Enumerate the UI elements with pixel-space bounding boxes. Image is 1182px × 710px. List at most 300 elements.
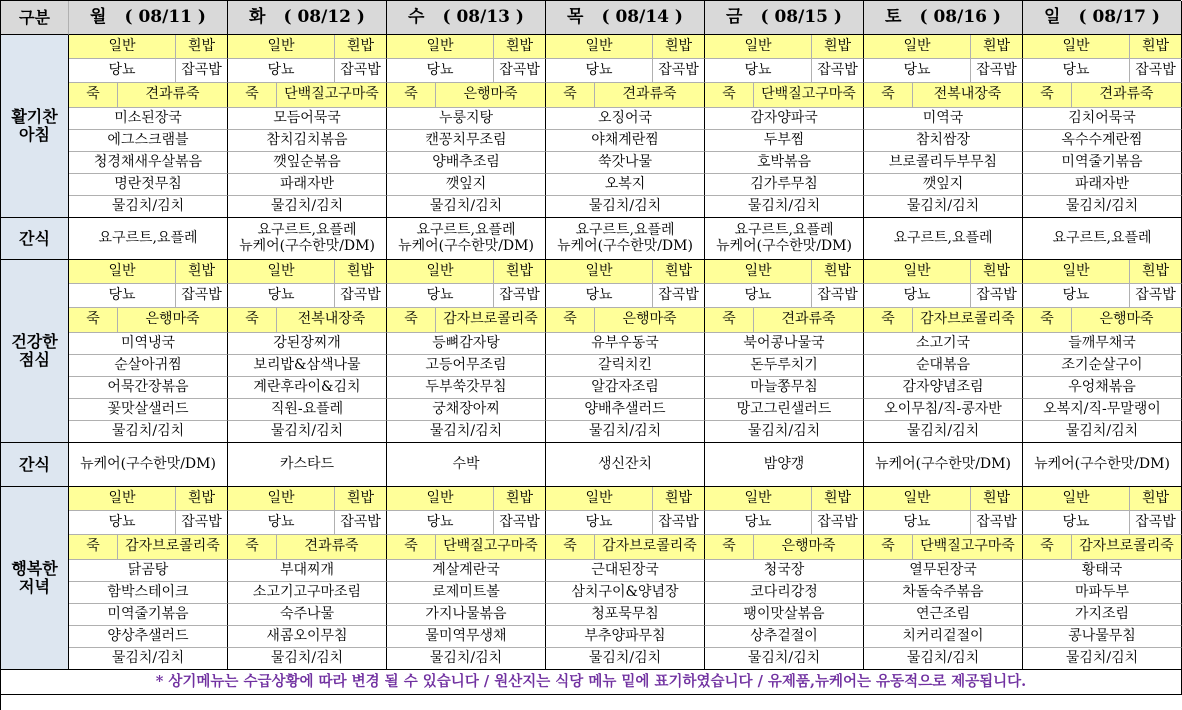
porridge-type: 견과류죽 <box>1099 86 1154 103</box>
rice-white-label <box>176 487 228 511</box>
dish-item-text: 미역줄기볶음 <box>1061 153 1143 170</box>
rice-general-label <box>864 260 971 284</box>
porridge-label: 죽 <box>546 308 595 332</box>
porridge-row <box>1023 308 1182 333</box>
dish-item <box>546 604 705 626</box>
dish-item <box>387 648 546 670</box>
rice-general-label-text: 일반 <box>108 262 136 279</box>
dish-item-text: 쑥갓나물 <box>597 153 653 170</box>
dish-item-text: 양배추조림 <box>432 153 500 170</box>
rice-diabetic-label <box>1023 284 1130 308</box>
dish-item <box>546 174 705 196</box>
rice-multigrain-label <box>653 59 705 83</box>
porridge-label: 죽 <box>705 83 754 107</box>
porridge-row <box>69 535 228 560</box>
snack-item-line-0: 요구르트,요플레 <box>734 222 834 239</box>
rice-general-label <box>387 35 494 59</box>
rice-diabetic-label <box>546 284 653 308</box>
dish-item <box>1023 152 1182 174</box>
dish-item <box>1023 130 1182 152</box>
rice-general-label <box>546 35 653 59</box>
dish-item-text: 함박스테이크 <box>107 583 189 600</box>
rice-general-label-text: 일반 <box>744 37 772 54</box>
rice-general-label <box>69 487 176 511</box>
rice-multigrain-label-text: 잡곡밥 <box>976 513 1017 530</box>
dish-item-text: 오복지 <box>604 175 646 192</box>
dish-item <box>705 196 864 218</box>
dish-item-text: 망고그린샐러드 <box>736 400 832 417</box>
dish-item-text: 물김치/김치 <box>906 649 980 666</box>
rice-diabetic-label <box>546 511 653 535</box>
dish-item-text: 물김치/김치 <box>270 649 344 666</box>
porridge-label: 죽 <box>387 83 436 107</box>
snack-item-line-0: 요구르트,요플레 <box>893 229 993 246</box>
rice-multigrain-label <box>176 284 228 308</box>
rice-diabetic-label <box>69 511 176 535</box>
rice-white-label <box>653 35 705 59</box>
dish-item-text: 팽이맛살볶음 <box>743 605 825 622</box>
dish-item-text: 파래자반 <box>279 175 335 192</box>
meal-section-label <box>1 35 69 218</box>
rice-white-label <box>1130 487 1182 511</box>
snack-item <box>387 443 546 487</box>
porridge-type: 단백질고구마죽 <box>761 86 856 103</box>
dish-item <box>228 196 387 218</box>
dish-item <box>864 130 1023 152</box>
rice-diabetic-label-text: 당뇨 <box>267 286 295 303</box>
porridge-row <box>228 308 387 333</box>
snack-item <box>387 218 546 260</box>
rice-white-label-text: 흰밥 <box>823 262 852 279</box>
dish-item <box>69 399 228 421</box>
meal-section-label <box>1 260 69 443</box>
header-corner <box>1 1 69 35</box>
rice-general-label <box>387 487 494 511</box>
dish-item-text: 두부쑥갓무침 <box>425 378 507 395</box>
dish-item-text: 물김치/김치 <box>588 197 662 214</box>
rice-white-label-text: 흰밥 <box>187 489 216 506</box>
dish-item <box>705 399 864 421</box>
dish-item-text: 유부우동국 <box>591 334 659 351</box>
rice-general-label-text: 일반 <box>426 37 454 54</box>
dish-item-text: 삼치구이&양념장 <box>571 583 679 600</box>
rice-diabetic-label-text: 당뇨 <box>1062 286 1090 303</box>
dish-item <box>228 560 387 582</box>
dish-item <box>228 626 387 648</box>
dish-item-text: 물김치/김치 <box>111 197 185 214</box>
dish-item-text: 꽃맛살샐러드 <box>107 400 189 417</box>
rice-white-label-text: 흰밥 <box>1141 37 1170 54</box>
dish-item <box>864 196 1023 218</box>
porridge-type: 은행마죽 <box>622 311 677 328</box>
rice-diabetic-label-text: 당뇨 <box>585 513 613 530</box>
dish-item-text: 물김치/김치 <box>111 649 185 666</box>
dish-item <box>1023 355 1182 377</box>
snack-item-line-0: 요구르트,요플레 <box>1052 229 1152 246</box>
rice-multigrain-label <box>971 59 1023 83</box>
rice-white-label <box>494 260 546 284</box>
rice-general-label-text: 일반 <box>267 262 295 279</box>
rice-white-label-text: 흰밥 <box>505 37 534 54</box>
day-header-line-0: 월 <box>90 7 107 28</box>
porridge-row <box>864 83 1023 108</box>
meal-section-label-word: 아침 <box>19 125 50 144</box>
rice-general-label <box>705 35 812 59</box>
dish-item-text: 야채계란찜 <box>591 131 659 148</box>
rice-diabetic-label <box>69 59 176 83</box>
rice-white-label <box>653 260 705 284</box>
rice-multigrain-label <box>1130 59 1182 83</box>
dish-item <box>1023 582 1182 604</box>
dish-item <box>1023 626 1182 648</box>
dish-item-text: 등뼈감자탕 <box>432 334 500 351</box>
rice-white-label-text: 흰밥 <box>664 37 693 54</box>
dish-item <box>228 377 387 399</box>
rice-multigrain-label-text: 잡곡밥 <box>499 286 540 303</box>
dish-item <box>705 560 864 582</box>
rice-diabetic-label-text: 당뇨 <box>426 513 454 530</box>
snack-section-label-text: 간식 <box>19 228 50 248</box>
rice-multigrain-label-text: 잡곡밥 <box>181 286 222 303</box>
dish-item <box>546 399 705 421</box>
rice-diabetic-label <box>69 284 176 308</box>
rice-diabetic-label <box>387 511 494 535</box>
dish-item <box>387 130 546 152</box>
rice-diabetic-label-text: 당뇨 <box>744 513 772 530</box>
dish-item <box>387 399 546 421</box>
dish-item <box>1023 333 1182 355</box>
porridge-row <box>69 308 228 333</box>
dish-item <box>705 152 864 174</box>
dish-item-text: 물김치/김치 <box>1065 197 1139 214</box>
dish-item <box>387 421 546 443</box>
rice-white-label <box>1130 35 1182 59</box>
rice-general-label-text: 일반 <box>1062 262 1090 279</box>
dish-item <box>705 174 864 196</box>
dish-item-text: 조기순살구이 <box>1061 356 1143 373</box>
dish-item <box>864 582 1023 604</box>
day-header-line-1: ( 08/17 ) <box>1078 7 1160 28</box>
dish-item <box>546 355 705 377</box>
porridge-type: 감자브로콜리죽 <box>602 538 697 555</box>
rice-general-label-text: 일반 <box>903 37 931 54</box>
dish-item <box>69 626 228 648</box>
porridge-label: 죽 <box>228 535 277 559</box>
footer-note <box>1 670 1182 695</box>
dish-item <box>546 648 705 670</box>
porridge-type: 은행마죽 <box>781 538 836 555</box>
porridge-row <box>387 308 546 333</box>
rice-white-label <box>971 487 1023 511</box>
snack-item-line-0: 생신잔치 <box>597 455 653 472</box>
snack-section-label <box>1 218 69 260</box>
dish-item-text: 깻잎지 <box>922 175 964 192</box>
rice-diabetic-label-text: 당뇨 <box>903 61 931 78</box>
dish-item-text: 보리밥&삼색나물 <box>253 356 361 373</box>
dish-item <box>864 648 1023 670</box>
rice-multigrain-label <box>494 59 546 83</box>
porridge-type: 견과류죽 <box>622 86 677 103</box>
dish-item-text: 연근조림 <box>915 605 971 622</box>
dish-item <box>705 648 864 670</box>
porridge-type: 감자브로콜리죽 <box>1079 538 1174 555</box>
dish-item-text: 콩나물무침 <box>1068 627 1136 644</box>
day-header-line-0: 수 <box>408 7 425 28</box>
porridge-label: 죽 <box>546 83 595 107</box>
rice-general-label <box>1023 487 1130 511</box>
dish-item-text: 깻잎순볶음 <box>273 153 341 170</box>
rice-white-label-text: 흰밥 <box>823 37 852 54</box>
porridge-type: 은행마죽 <box>145 311 200 328</box>
dish-item-text: 직원-요플레 <box>270 400 344 417</box>
dish-item-text: 물김치/김치 <box>588 649 662 666</box>
day-header-line-1: ( 08/15 ) <box>760 7 842 28</box>
dish-item <box>387 582 546 604</box>
dish-item-text: 마늘쫑무침 <box>750 378 818 395</box>
dish-item-text: 양상추샐러드 <box>107 627 189 644</box>
rice-general-label-text: 일반 <box>426 262 454 279</box>
dish-item <box>69 130 228 152</box>
rice-white-label <box>971 260 1023 284</box>
rice-diabetic-label-text: 당뇨 <box>744 61 772 78</box>
rice-multigrain-label <box>1130 284 1182 308</box>
dish-item-text: 물김치/김치 <box>429 422 503 439</box>
rice-multigrain-label-text: 잡곡밥 <box>181 61 222 78</box>
dish-item-text: 물김치/김치 <box>111 422 185 439</box>
dish-item-text: 계란후라이&김치 <box>253 378 361 395</box>
porridge-row <box>705 308 864 333</box>
day-header <box>1023 1 1182 35</box>
dish-item <box>1023 108 1182 130</box>
porridge-row <box>546 535 705 560</box>
dish-item-text: 부추양파무침 <box>584 627 666 644</box>
rice-diabetic-label-text: 당뇨 <box>108 286 136 303</box>
dish-item-text: 청경채새우살볶음 <box>93 153 203 170</box>
porridge-row <box>705 83 864 108</box>
snack-item-line-1: 뉴케어(구수한맛/DM) <box>716 237 852 254</box>
dish-item <box>387 196 546 218</box>
dish-item <box>387 377 546 399</box>
snack-item <box>546 443 705 487</box>
dish-item <box>228 421 387 443</box>
rice-white-label-text: 흰밥 <box>982 37 1011 54</box>
porridge-label: 죽 <box>705 535 754 559</box>
dish-item <box>546 130 705 152</box>
dish-item <box>387 604 546 626</box>
dish-item-text: 알감자조림 <box>591 378 659 395</box>
dish-item-text: 상추겉절이 <box>750 627 818 644</box>
dish-item <box>705 582 864 604</box>
dish-item <box>546 421 705 443</box>
snack-item-line-0: 요구르트,요플레 <box>98 229 198 246</box>
rice-multigrain-label-text: 잡곡밥 <box>499 513 540 530</box>
dish-item <box>387 174 546 196</box>
dish-item <box>705 130 864 152</box>
rice-general-label-text: 일반 <box>744 489 772 506</box>
dish-item <box>864 355 1023 377</box>
rice-diabetic-label-text: 당뇨 <box>1062 61 1090 78</box>
rice-white-label <box>812 35 864 59</box>
snack-item <box>228 218 387 260</box>
rice-general-label <box>546 260 653 284</box>
dish-item <box>546 152 705 174</box>
dish-item-text: 미역국 <box>922 109 964 126</box>
dish-item-text: 소고기국 <box>915 334 971 351</box>
porridge-row <box>546 308 705 333</box>
porridge-row <box>864 535 1023 560</box>
porridge-row <box>1023 535 1182 560</box>
meal-section-label-word: 활기찬 <box>11 107 58 127</box>
dish-item-text: 가지조림 <box>1074 605 1130 622</box>
porridge-label: 죽 <box>864 308 913 332</box>
rice-diabetic-label-text: 당뇨 <box>267 61 295 78</box>
porridge-type: 감자브로콜리죽 <box>920 311 1015 328</box>
porridge-row <box>705 535 864 560</box>
dish-item <box>1023 604 1182 626</box>
dish-item-text: 닭곰탕 <box>127 561 169 578</box>
dish-item-text: 오이무침/직-콩자반 <box>884 400 1002 417</box>
rice-general-label <box>69 35 176 59</box>
rice-general-label <box>546 487 653 511</box>
day-header-line-0: 화 <box>249 7 266 28</box>
day-header-line-0: 목 <box>567 7 584 28</box>
dish-item-text: 가지나물볶음 <box>425 605 507 622</box>
rice-diabetic-label <box>228 284 335 308</box>
dish-item-text: 미소된장국 <box>114 109 182 126</box>
rice-multigrain-label <box>176 511 228 535</box>
dish-item <box>864 377 1023 399</box>
rice-diabetic-label <box>228 59 335 83</box>
rice-white-label-text: 흰밥 <box>1141 489 1170 506</box>
day-header <box>546 1 705 35</box>
dish-item-text: 두부찜 <box>763 131 805 148</box>
dish-item <box>1023 399 1182 421</box>
day-header <box>69 1 228 35</box>
snack-item <box>69 443 228 487</box>
porridge-row <box>228 535 387 560</box>
dish-item <box>228 604 387 626</box>
porridge-row <box>1023 83 1182 108</box>
rice-multigrain-label <box>176 59 228 83</box>
snack-item <box>1023 218 1182 260</box>
dish-item-text: 물김치/김치 <box>1065 422 1139 439</box>
dish-item-text: 캔꽁치무조림 <box>425 131 507 148</box>
rice-general-label-text: 일반 <box>585 489 613 506</box>
porridge-label: 죽 <box>1023 308 1072 332</box>
rice-diabetic-label <box>705 59 812 83</box>
rice-white-label-text: 흰밥 <box>187 262 216 279</box>
dish-item <box>864 421 1023 443</box>
dish-item-text: 강된장찌개 <box>273 334 341 351</box>
dish-item <box>228 174 387 196</box>
dish-item <box>387 355 546 377</box>
rice-diabetic-label <box>1023 59 1130 83</box>
rice-white-label <box>335 487 387 511</box>
rice-white-label-text: 흰밥 <box>346 262 375 279</box>
meal-section-label <box>1 487 69 670</box>
porridge-type: 견과류죽 <box>145 86 200 103</box>
dish-item-text: 황태국 <box>1081 561 1123 578</box>
snack-item <box>864 218 1023 260</box>
snack-item-line-1: 뉴케어(구수한맛/DM) <box>398 237 534 254</box>
porridge-label: 죽 <box>387 535 436 559</box>
rice-multigrain-label-text: 잡곡밥 <box>499 61 540 78</box>
rice-white-label-text: 흰밥 <box>664 262 693 279</box>
dish-item-text: 물김치/김치 <box>1065 649 1139 666</box>
meal-section-label-word: 저녁 <box>19 577 50 596</box>
dish-item-text: 로제미트볼 <box>432 583 500 600</box>
porridge-label: 죽 <box>1023 535 1072 559</box>
dish-item <box>546 560 705 582</box>
dish-item-text: 청국장 <box>763 561 805 578</box>
snack-item-line-1: 뉴케어(구수한맛/DM) <box>239 237 375 254</box>
dish-item <box>705 377 864 399</box>
dish-item <box>69 421 228 443</box>
dish-item <box>69 582 228 604</box>
rice-diabetic-label-text: 당뇨 <box>1062 513 1090 530</box>
dish-item <box>69 560 228 582</box>
day-header-line-1: ( 08/11 ) <box>124 7 206 28</box>
dish-item <box>864 108 1023 130</box>
rice-general-label <box>705 260 812 284</box>
dish-item-text: 열무된장국 <box>909 561 977 578</box>
rice-general-label-text: 일반 <box>585 262 613 279</box>
dish-item-text: 물미역무생채 <box>425 627 507 644</box>
rice-general-label-text: 일반 <box>1062 489 1090 506</box>
rice-multigrain-label-text: 잡곡밥 <box>1135 513 1176 530</box>
dish-item <box>705 355 864 377</box>
dish-item <box>705 421 864 443</box>
rice-multigrain-label <box>971 284 1023 308</box>
rice-general-label <box>864 35 971 59</box>
rice-white-label <box>812 487 864 511</box>
rice-multigrain-label-text: 잡곡밥 <box>181 513 222 530</box>
dish-item <box>69 333 228 355</box>
porridge-type: 은행마죽 <box>463 86 518 103</box>
snack-item <box>546 218 705 260</box>
dish-item-text: 감자양념조림 <box>902 378 984 395</box>
day-header-line-1: ( 08/12 ) <box>283 7 365 28</box>
dish-item-text: 마파두부 <box>1074 583 1130 600</box>
dish-item-text: 물김치/김치 <box>588 422 662 439</box>
snack-item-line-1: 뉴케어(구수한맛/DM) <box>557 237 693 254</box>
porridge-type: 견과류죽 <box>304 538 359 555</box>
rice-diabetic-label-text: 당뇨 <box>426 286 454 303</box>
porridge-type: 단백질고구마죽 <box>284 86 379 103</box>
dish-item <box>864 604 1023 626</box>
porridge-label: 죽 <box>228 308 277 332</box>
dish-item <box>1023 196 1182 218</box>
rice-diabetic-label-text: 당뇨 <box>108 61 136 78</box>
rice-general-label-text: 일반 <box>267 489 295 506</box>
rice-multigrain-label-text: 잡곡밥 <box>340 286 381 303</box>
rice-white-label <box>494 35 546 59</box>
dish-item-text: 치커리겉절이 <box>902 627 984 644</box>
dish-item-text: 참치쌈장 <box>915 131 971 148</box>
dish-item <box>228 130 387 152</box>
dish-item <box>69 108 228 130</box>
dish-item <box>1023 648 1182 670</box>
snack-item-line-0: 뉴케어(구수한맛/DM) <box>1034 455 1170 472</box>
dish-item-text: 소고기고구마조림 <box>252 583 362 600</box>
rice-diabetic-label <box>387 284 494 308</box>
dish-item <box>864 399 1023 421</box>
snack-item <box>69 218 228 260</box>
porridge-type: 단백질고구마죽 <box>443 538 538 555</box>
rice-diabetic-label-text: 당뇨 <box>426 61 454 78</box>
rice-white-label <box>1130 260 1182 284</box>
dish-item <box>69 355 228 377</box>
